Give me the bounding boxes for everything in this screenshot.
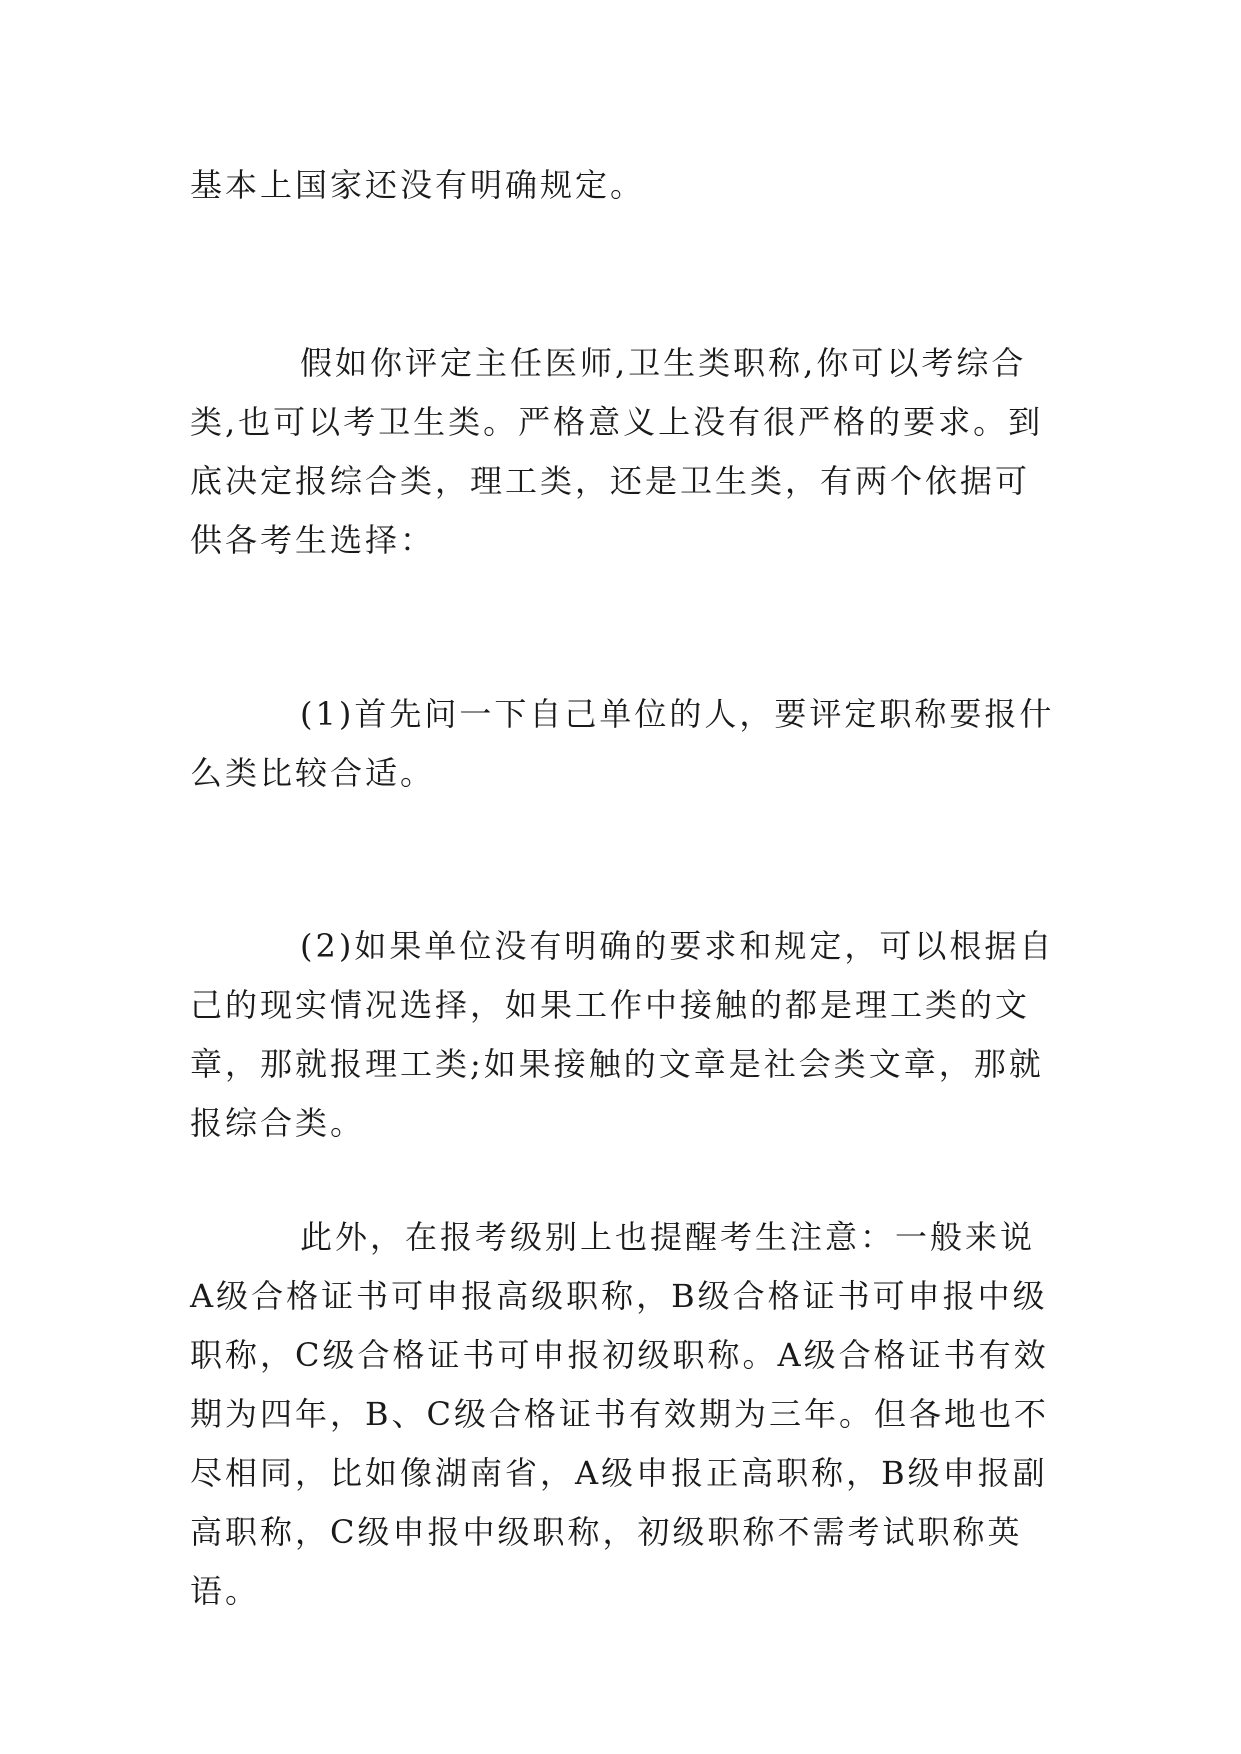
- paragraph-level-notes: 此外，在报考级别上也提醒考生注意：一般来说A级合格证书可申报高级职称，B级合格证书可申报中级职称，C级合格证书可申报初级职称。A级合格证书有效期为四年，B、C级合格证书有效期为三年。但各地也不尽相同，比如像湖南省，A级申报正高职称，B级申报副高职称，C级申报中级职称，初级职称不需考试职称英语。: [190, 1218, 1050, 1610]
- paragraph-basis-2: (2)如果单位没有明确的要求和规定，可以根据自己的现实情况选择，如果工作中接触的都是理工类的文章，那就报理工类;如果接触的文章是社会类文章，那就报综合类。: [190, 927, 1055, 1142]
- paragraph-basis-1: (1)首先问一下自己单位的人，要评定职称要报什么类比较合适。: [190, 695, 1055, 792]
- paragraph-category-choice: 假如你评定主任医师,卫生类职称,你可以考综合类,也可以考卫生类。严格意义上没有很严格的要求。到底决定报综合类，理工类，还是卫生类，有两个依据可供各考生选择：: [190, 344, 1044, 559]
- paragraph-continuation: 基本上国家还没有明确规定。: [190, 166, 646, 204]
